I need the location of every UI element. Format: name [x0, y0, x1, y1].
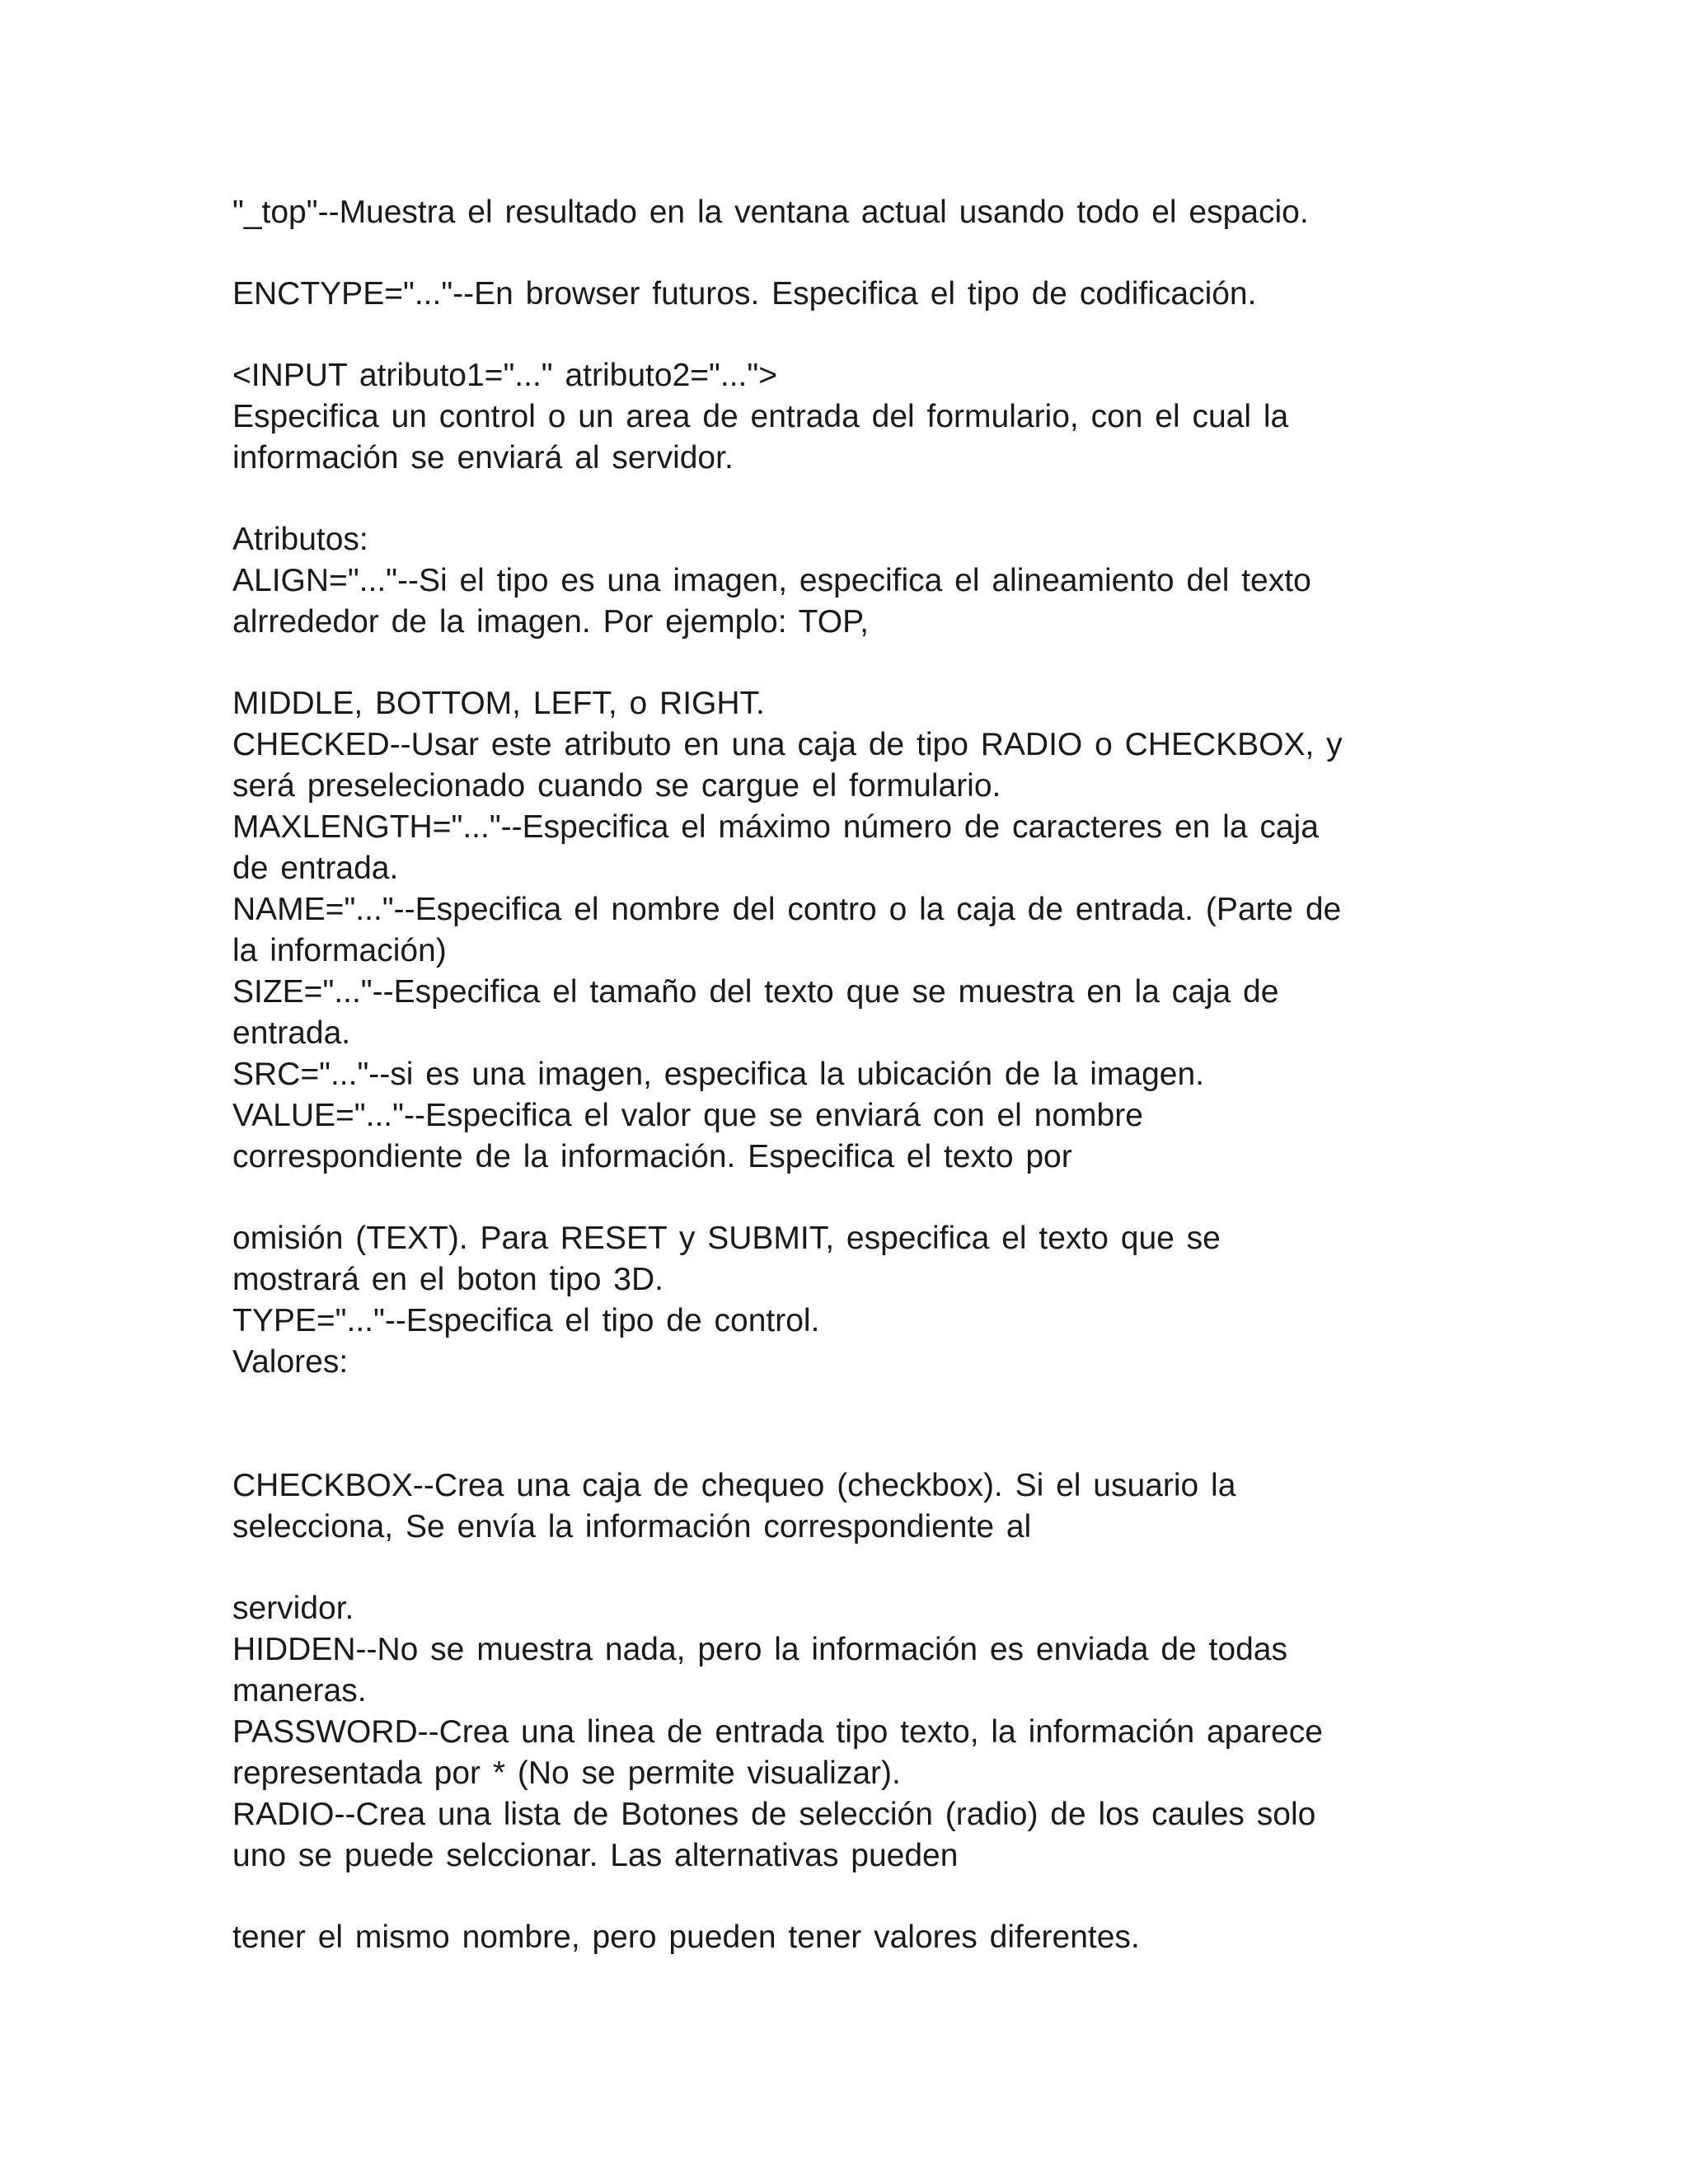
text-line: servidor.	[232, 1591, 354, 1626]
text-line: <INPUT atributo1="..." atributo2="...">	[232, 358, 778, 393]
text-line: selecciona, Se envía la información correspondiente al	[232, 1509, 1032, 1544]
text-line: Valores:	[232, 1344, 349, 1380]
text-line: ALIGN="..."--Si el tipo es una imagen, especifica el alineamiento del texto	[232, 563, 1311, 598]
text-line: ENCTYPE="..."--En browser futuros. Especifica el tipo de codificación.	[232, 276, 1257, 312]
text-line: "_top"--Muestra el resultado en la ventana actual usando todo el espacio.	[232, 194, 1309, 230]
text-line: SRC="..."--si es una imagen, especifica la ubicación de la imagen.	[232, 1057, 1205, 1092]
text-line: RADIO--Crea una lista de Botones de selección (radio) de los caules solo	[232, 1797, 1316, 1832]
text-line: CHECKED--Usar este atributo en una caja de tipo RADIO o CHECKBOX, y	[232, 727, 1343, 762]
text-line: será preselecionado cuando se cargue el formulario.	[232, 768, 1001, 804]
text-line: uno se puede selccionar. Las alternativas pueden	[232, 1838, 959, 1873]
text-line: la información)	[232, 933, 447, 968]
text-line: mostrará en el boton tipo 3D.	[232, 1262, 663, 1297]
text-line: NAME="..."--Especifica el nombre del contro o la caja de entrada. (Parte de	[232, 892, 1342, 927]
text-line: tener el mismo nombre, pero pueden tener valores diferentes.	[232, 1919, 1140, 1955]
text-line: representada por * (No se permite visualizar).	[232, 1755, 901, 1791]
text-line: alrrededor de la imagen. Por ejemplo: TOP,	[232, 604, 869, 640]
text-line: MIDDLE, BOTTOM, LEFT, o RIGHT.	[232, 686, 765, 721]
text-line: SIZE="..."--Especifica el tamaño del texto que se muestra en la caja de	[232, 974, 1279, 1010]
text-line: de entrada.	[232, 851, 399, 886]
text-line: PASSWORD--Crea una linea de entrada tipo texto, la información aparece	[232, 1714, 1323, 1750]
text-line: correspondiente de la información. Especifica el texto por	[232, 1139, 1072, 1174]
text-line: Especifica un control o un area de entrada del formulario, con el cual la	[232, 399, 1289, 434]
text-line: CHECKBOX--Crea una caja de chequeo (checkbox). Si el usuario la	[232, 1468, 1236, 1503]
text-line: VALUE="..."--Especifica el valor que se enviará con el nombre	[232, 1098, 1143, 1133]
text-line: MAXLENGTH="..."--Especifica el máximo número de caracteres en la caja	[232, 809, 1319, 845]
text-line: maneras.	[232, 1673, 367, 1708]
text-line: Atributos:	[232, 522, 368, 557]
text-line: TYPE="..."--Especifica el tipo de control.	[232, 1303, 820, 1338]
text-line: HIDDEN--No se muestra nada, pero la información es enviada de todas	[232, 1632, 1287, 1667]
text-line: omisión (TEXT). Para RESET y SUBMIT, especifica el texto que se	[232, 1221, 1221, 1256]
text-line: información se enviará al servidor.	[232, 440, 734, 476]
text-line: entrada.	[232, 1015, 351, 1051]
